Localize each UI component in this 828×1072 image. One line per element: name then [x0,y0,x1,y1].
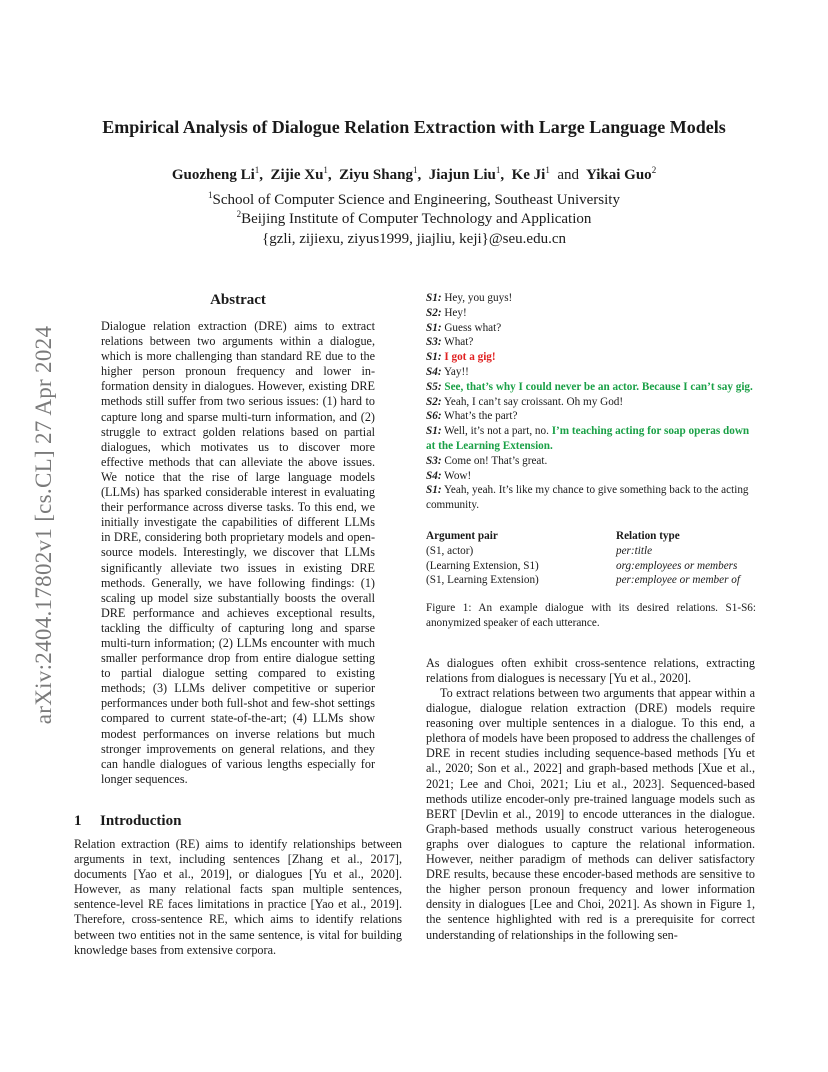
intro-paragraph-right-2: To extract relations between two arguments that appear within a dialogue, dialogue relation extraction (DRE) models require reasoning over multiple sentences in a dialogue. To this end, a plethora of models have been proposed to address the challenges of DRE in recent studies including sequence-based methods [Yu et al., 2020; Son et al., 2022] and graph-based methods [Xue et al., 2021; Lee and Choi, 2021; Liu et al., 2023]. Sequenced-based methods utilize encoder-only pre-trained language models such as BERT [Devlin et al., 2019] to encode utterances in the dialogue. Graph-based methods usually construct various heterogeneous graphs over dialogues to capture the relational information. However, neither paradigm of methods can deliver satisfactory DRE results, because these encoder-based methods are sensitive to the higher person pronoun frequency and lower information density in dialogues [Lee and Choi, 2021]. As shown in Figure 1, the sentence highlighted with red is a prerequisite for correct understanding of relationships in the following sen- [426,686,755,942]
column-header-relation-type: Relation type [616,530,680,542]
utterance: S2: Yeah, I can’t say croissant. Oh my God! [426,395,624,408]
table-row: (S1, Learning Extension) per:employee or member of [426,574,740,587]
figure1-dialogue [426,291,761,513]
utterance: S2: Hey! [426,306,467,319]
and-word: and [557,167,580,183]
utterance: S1: Hey, you guys! [426,292,513,304]
utterance: S3: What? [426,336,474,349]
author: Jiajun Liu$^1$ [428,165,501,183]
abstract-body: Dialogue relation extraction (DRE) aims to extract relations between two arguments within a dialogue, which is more challenging than standard RE due to the higher person pronoun frequency and lower information density in dialogues. However, existing DRE methods still suffer from two serious issues: (1) hard to capture long and sparse multi-turn information, and (2) struggle to extract golden relations based on partial dialogues, which motivates us to discover more effective methods that can alleviate the above issues. We notice that the rise of large language models (LLMs) has sparked considerable interest in evaluating their performance across diverse tasks. To this end, we initially investigate the capabilities of different LLMs in DRE, considering both proprietary models and open-source models. Interestingly, we discover that LLMs significantly alleviate two issues in existing DRE methods. Generally, we have following findings: (1) scaling up model size substantially boosts the overall DRE performance and achieves exceptional results, tackling the difficulty of capturing long and sparse multi-turn information; (2) LLMs encounter with much smaller performance drop from entire dialogue setting to partial dialogue setting compared to existing methods; (3) LLMs deliver competitive or superior performances under both full-shot and few-shot settings compared to current state-of-the-art; (4) LLMs show modest performances on inverse relations but much stronger improvements on general relations, and they can handle dialogues of various lengths especially for longer sequences. [101,319,375,786]
utterance: S4: Yay!! [426,365,469,378]
author-list: Guozheng Li$^1$, Zijie Xu$^1$, Ziyu Shang$^1$, Jiajun Liu$^1$, Ke Ji$^1$ and Yikai Guo$^2$ [171,165,657,183]
arxiv-stamp [14,285,74,765]
utterance: S1: Guess what? [426,321,502,334]
section-title: Introduction [100,813,182,829]
arxiv-stamp-text: arXiv:2404.17802v1 [cs.CL] 27 Apr 2024 [31,325,56,725]
utterance-highlight-green: S1: Well, it’s not a part, no. I’m teaching acting for soap operas down at the Learning Extension. [426,425,750,452]
utterance: S1: Yeah, yeah. It’s like my chance to give something back to the acting community. [426,484,749,512]
abstract-heading: Abstract [210,292,266,308]
section-heading-introduction [74,813,181,830]
author: Ke Ji$^1$ [511,165,550,183]
paper-title: Empirical Analysis of Dialogue Relation Extraction with Large Language Models [102,117,726,137]
author: Ziyu Shang$^1$ [339,165,418,183]
figure1-relation-table [426,529,761,588]
column-header-argument-pair: Argument pair [426,530,498,542]
affiliation-2: $^2$Beijing Institute of Computer Technology and Application [236,209,592,227]
intro-paragraph-left: Relation extraction (RE) aims to identify relationships between arguments in text, including sentences [Zhang et al., 2017], documents [Yao et al., 2019], or dialogues [Yu et al., 2020]. However, as many relational facts span multiple sentences, sentence-level RE faces limitations in practice [Yao et al., 2019]. Therefore, cross-sentence RE, which aims to identify relations between two entities not in the same sentence, is vital for building knowledge bases from extensive corpora. [74,837,402,957]
utterance-highlight-red: S1: I got a gig! [426,351,496,364]
table-row: (S1, actor) per:title [426,544,653,557]
utterance: S4: Wow! [426,469,472,482]
affiliation-1: $^1$School of Computer Science and Engineering, Southeast University [208,190,620,208]
author-emails: {gzli, zijiexu, ziyus1999, jiajliu, keji}@seu.edu.cn [262,231,566,247]
utterance: S6: What’s the part? [426,410,518,423]
table-header-row [426,529,761,544]
intro-paragraph-right-1: As dialogues often exhibit cross-sentence relations, extracting relations from dialogues is necessary [Yu et al., 2020]. [426,656,755,686]
author: Yikai Guo$^2$ [585,165,657,183]
figure1-caption: Figure 1: An example dialogue with its desired relations. S1-S6: anonymized speaker of each utterance. [426,602,756,629]
table-row: (Learning Extension, S1) org:employees or members [426,559,738,572]
utterance-highlight-green: S5: See, that’s why I could never be an actor. Because I can’t say gig. [426,380,753,393]
author: Guozheng Li$^1$ [171,165,260,183]
author: Zijie Xu$^1$ [270,165,328,183]
utterance: S3: Come on! That’s great. [426,454,548,467]
section-number: 1 [74,813,82,829]
